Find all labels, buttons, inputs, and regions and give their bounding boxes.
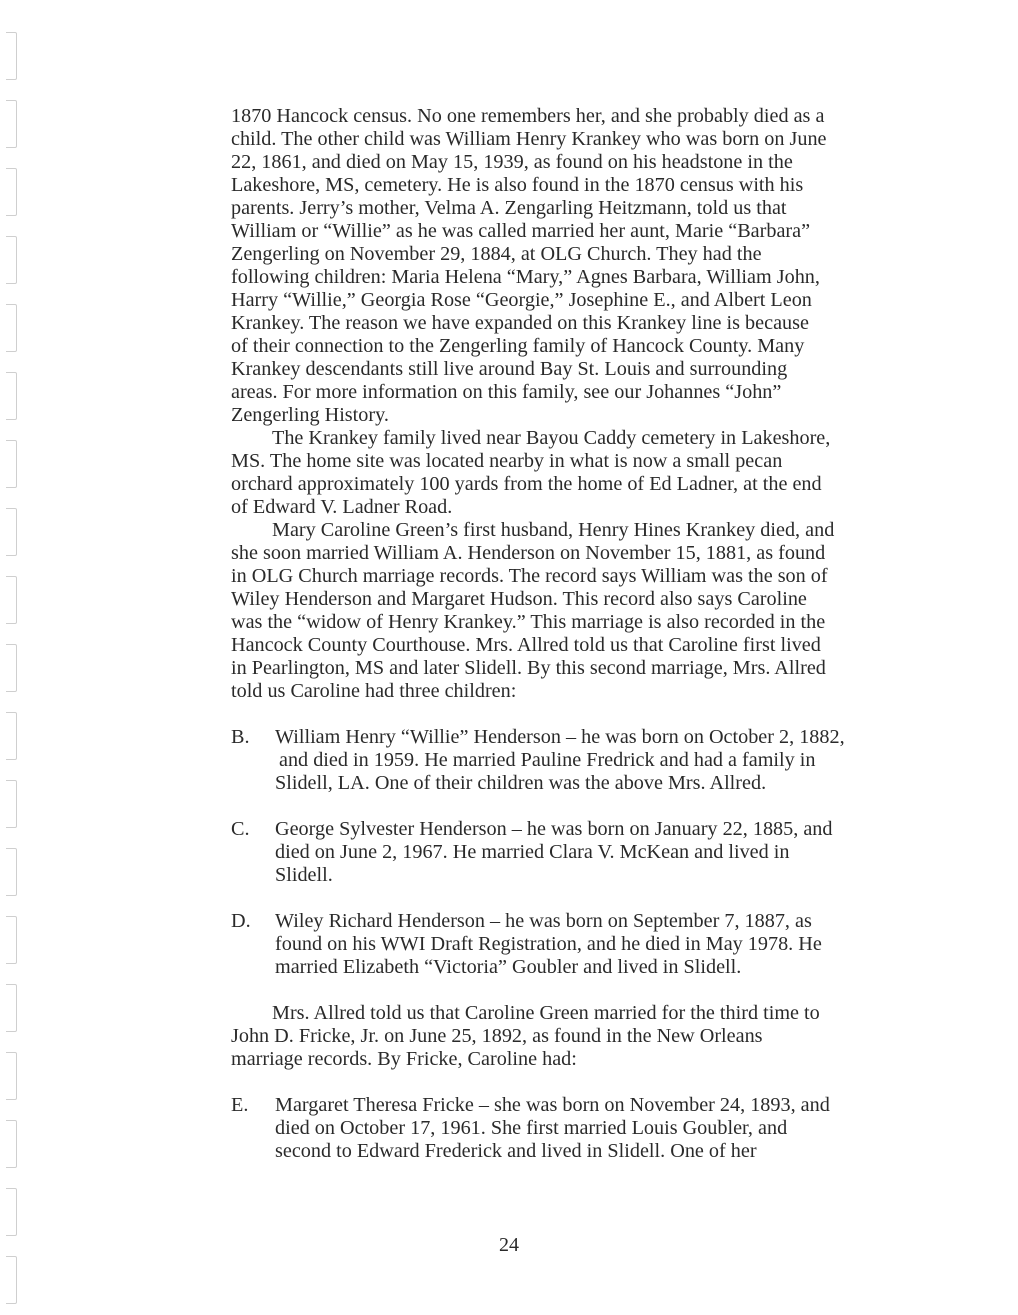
text-line: The Krankey family lived near Bayou Caddy cemetery in Lakeshore, — [272, 427, 831, 449]
list-item — [231, 910, 871, 979]
paragraph-second-marriage — [231, 519, 871, 703]
text-line: Krankey descendants still live around Bay St. Louis and surrounding — [231, 358, 788, 380]
text-line: orchard approximately 100 yards from the home of Ed Ladner, at the end — [231, 473, 822, 495]
binder-hole — [6, 440, 17, 488]
list-letter: D. — [231, 910, 251, 932]
binder-hole — [6, 1188, 17, 1236]
binder-hole — [6, 372, 17, 420]
binder-hole — [6, 1256, 17, 1304]
binder-hole — [6, 984, 17, 1032]
binder-hole — [6, 168, 17, 216]
list-item-body — [275, 910, 871, 979]
binder-hole — [6, 780, 17, 828]
text-line: died on June 2, 1967. He married Clara V. McKean and lived in — [275, 841, 790, 863]
page-body — [231, 105, 871, 1186]
children-list-fricke — [231, 1094, 871, 1163]
text-line: second to Edward Frederick and lived in Slidell. One of her — [275, 1140, 757, 1162]
list-item — [231, 818, 871, 887]
text-line: of their connection to the Zengerling family of Hancock County. Many — [231, 335, 805, 357]
list-item — [231, 1094, 871, 1163]
text-line: MS. The home site was located nearby in what is now a small pecan — [231, 450, 783, 472]
binder-hole — [6, 304, 17, 352]
text-line: told us Caroline had three children: — [231, 680, 517, 702]
text-line: found on his WWI Draft Registration, and he died in May 1978. He — [275, 933, 822, 955]
text-line: Krankey. The reason we have expanded on this Krankey line is because — [231, 312, 809, 334]
text-line: Wiley Henderson and Margaret Hudson. This record also says Caroline — [231, 588, 807, 610]
text-line: married Elizabeth “Victoria” Goubler and lived in Slidell. — [275, 956, 742, 978]
text-line: Mary Caroline Green’s first husband, Henry Hines Krankey died, and — [272, 519, 835, 541]
text-line: Lakeshore, MS, cemetery. He is also found in the 1870 census with his — [231, 174, 804, 196]
binder-hole — [6, 236, 17, 284]
binder-hole-strip — [0, 0, 30, 1315]
text-line: Hancock County Courthouse. Mrs. Allred told us that Caroline first lived — [231, 634, 821, 656]
binder-hole — [6, 848, 17, 896]
list-item-body — [275, 1094, 871, 1163]
text-line: William or “Willie” as he was called married her aunt, Marie “Barbara” — [231, 220, 811, 242]
text-line: Slidell, LA. One of their children was the above Mrs. Allred. — [275, 772, 767, 794]
binder-hole — [6, 576, 17, 624]
children-list-henderson — [231, 726, 871, 979]
list-item — [231, 726, 871, 795]
text-line: Margaret Theresa Fricke – she was born on November 24, 1893, and — [275, 1094, 830, 1116]
text-line: following children: Maria Helena “Mary,” Agnes Barbara, William John, — [231, 266, 820, 288]
binder-hole — [6, 1052, 17, 1100]
binder-hole — [6, 644, 17, 692]
list-item-body — [275, 726, 871, 795]
text-line: Mrs. Allred told us that Caroline Green married for the third time to — [272, 1002, 820, 1024]
binder-hole — [6, 100, 17, 148]
text-line: child. The other child was William Henry Krankey who was born on June — [231, 128, 827, 150]
list-letter: C. — [231, 818, 250, 840]
text-line: marriage records. By Fricke, Caroline had: — [231, 1048, 577, 1070]
text-line: George Sylvester Henderson – he was born on January 22, 1885, and — [275, 818, 833, 840]
text-line: William Henry “Willie” Henderson – he was born on October 2, 1882, — [275, 726, 845, 748]
binder-hole — [6, 1120, 17, 1168]
text-line: died on October 17, 1961. She first married Louis Goubler, and — [275, 1117, 788, 1139]
text-line: was the “widow of Henry Krankey.” This marriage is also recorded in the — [231, 611, 826, 633]
binder-hole — [6, 916, 17, 964]
list-letter: E. — [231, 1094, 249, 1116]
paragraph-census — [231, 105, 871, 427]
text-line: Zengerling History. — [231, 404, 389, 426]
text-line: John D. Fricke, Jr. on June 25, 1892, as found in the New Orleans — [231, 1025, 763, 1047]
list-letter: B. — [231, 726, 250, 748]
text-line: in OLG Church marriage records. The record says William was the son of — [231, 565, 828, 587]
text-line: Zengerling on November 29, 1884, at OLG Church. They had the — [231, 243, 762, 265]
text-line: she soon married William A. Henderson on November 15, 1881, as found — [231, 542, 826, 564]
binder-hole — [6, 508, 17, 556]
text-line: and died in 1959. He married Pauline Fredrick and had a family in — [279, 749, 816, 771]
binder-hole — [6, 32, 17, 80]
page-number: 24 — [499, 1234, 519, 1256]
text-line: areas. For more information on this family, see our Johannes “John” — [231, 381, 782, 403]
text-line: 22, 1861, and died on May 15, 1939, as found on his headstone in the — [231, 151, 793, 173]
text-line: Wiley Richard Henderson – he was born on September 7, 1887, as — [275, 910, 812, 932]
text-line: Slidell. — [275, 864, 333, 886]
text-line: 1870 Hancock census. No one remembers her, and she probably died as a — [231, 105, 825, 127]
paragraph-homesite — [231, 427, 871, 519]
text-line: parents. Jerry’s mother, Velma A. Zengarling Heitzmann, told us that — [231, 197, 787, 219]
text-line: in Pearlington, MS and later Slidell. By this second marriage, Mrs. Allred — [231, 657, 826, 679]
list-item-body — [275, 818, 871, 887]
paragraph-third-marriage — [231, 1002, 871, 1071]
binder-hole — [6, 712, 17, 760]
text-line: of Edward V. Ladner Road. — [231, 496, 453, 518]
text-line: Harry “Willie,” Georgia Rose “Georgie,” Josephine E., and Albert Leon — [231, 289, 812, 311]
